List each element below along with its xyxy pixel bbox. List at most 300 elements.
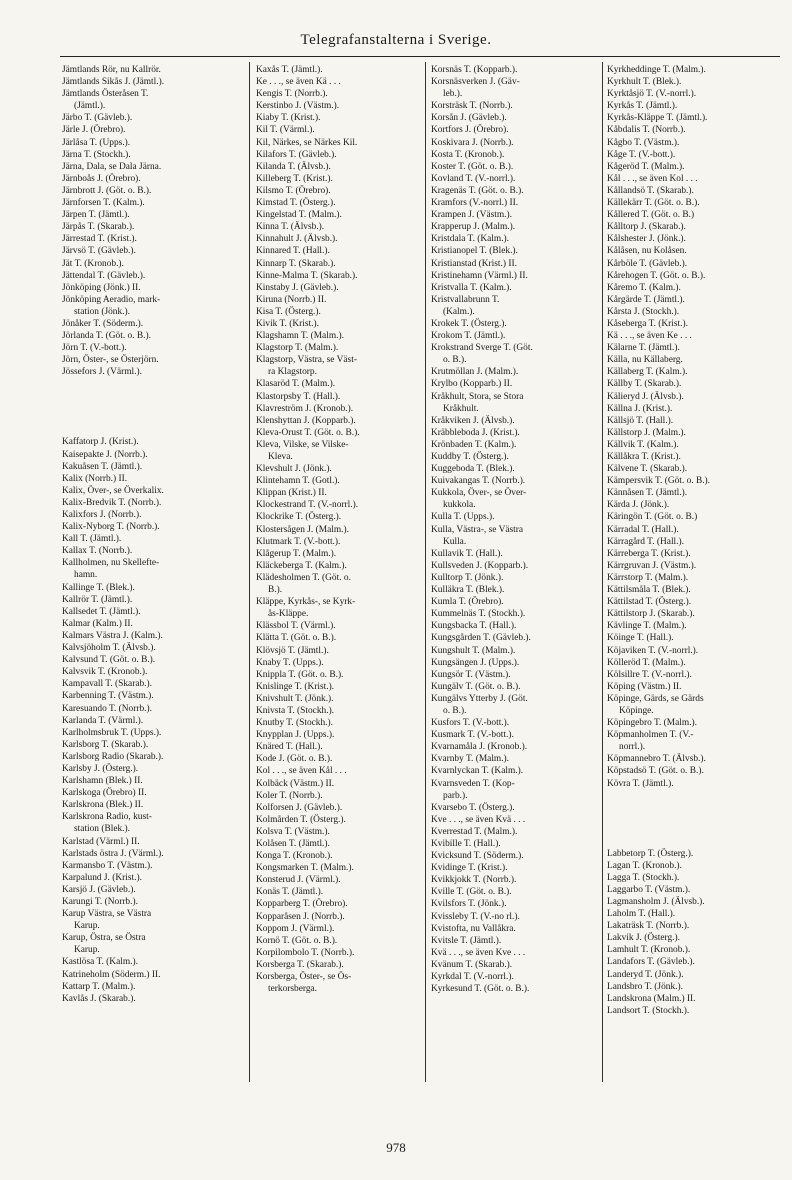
entry-text: Kungälvs Ytterby J. (Göt. [431,693,528,704]
index-entry [256,741,424,753]
entry-text: Kungälv T. (Göt. o. B.). [431,681,521,692]
entry-text: Klevshult J. (Jönk.). [256,464,332,475]
index-entry [256,935,424,947]
entry-text: Kalix, Över-, se Överkalix. [62,485,164,496]
index-entry [431,838,599,850]
index-entry [607,560,783,572]
index-entry [607,475,783,487]
index-entry [256,911,424,923]
entry-text: Jättendal T. (Gävleb.). [62,270,146,281]
index-entry [62,294,240,318]
index-entry [256,209,424,221]
entry-text: Kuddby T. (Österg.). [431,452,509,462]
entry-text: Järna, Dala, se Dala Järna. [62,161,162,172]
entry-text: Karpalund J. (Krist.). [62,872,142,883]
entry-text: Järbo T. (Gävleb.). [62,113,133,124]
index-entry [62,161,240,173]
entry-text: Kättilsmåla T. (Blek.). [607,585,691,596]
index-entry [256,391,424,403]
index-entry [62,342,240,354]
entry-text: Kyrkås T. (Jämtl.). [607,101,678,112]
index-entry [431,475,599,487]
index-entry [62,981,240,993]
entry-text: Kalix-Bredvik T. (Norrb.). [62,497,162,508]
entry-text: Kleva-Orust T. (Göt. o. B.). [256,427,360,438]
entry-text: Kville T. (Göt. o. B.). [431,887,512,898]
entry-text: Landsort T. (Stockh.). [607,1005,690,1016]
index-entry [607,920,783,932]
entry-text: Kinne-Malma T. (Skarab.). [256,270,358,281]
index-entry [256,161,424,173]
entry-continuation: station (Jönk.). [74,306,130,317]
index-entry [256,802,424,814]
entry-text: Jämtlands Österåsen T. [62,89,149,100]
entry-continuation: (Jämtl.). [74,101,106,112]
index-entry [62,137,240,149]
entry-text: Korsträsk T. (Norrb.). [431,101,513,112]
entry-text: Järna T. (Stockh.). [62,149,131,160]
index-entry [431,741,599,753]
index-entry [431,560,599,572]
entry-text: Kyrkheddinge T. (Malm.). [607,65,706,75]
index-entry [256,149,424,161]
index-entry [62,557,240,581]
index-entry [62,703,240,715]
entry-text: Katrineholm (Söderm.) II. [62,969,161,980]
entry-text: Kongsmarken T. (Malm.). [256,863,354,874]
entry-text: Korsnäs T. (Kopparb.). [431,65,518,75]
entry-text: Kivik T. (Krist.). [256,318,319,329]
entry-text: Kvarnsveden T. (Kop- [431,778,515,789]
index-entry [607,318,783,330]
entry-text: Kristianstad (Krist.) II. [431,258,517,269]
index-entry [256,765,424,777]
index-entry [431,511,599,523]
index-entry [256,245,424,257]
index-entry [431,959,599,971]
entry-text: Källekärr T. (Göt. o. B.). [607,198,700,209]
index-entry [431,124,599,136]
entry-text: Klagstorp, Västra, se Väst- [256,355,357,366]
entry-text: Kvilsfors T. (Jönk.). [431,899,507,910]
entry-text: Järnforsen T. (Kalm.). [62,198,145,209]
entry-text: Kaxås T. (Jämtl.). [256,65,323,75]
index-entry [256,874,424,886]
entry-text: Kyrktåsjö T. (V.-norrl.). [607,89,697,100]
index-entry [607,245,783,257]
index-entry [431,76,599,100]
entry-text: Järle J. (Örebro). [62,125,126,136]
index-entry [256,959,424,971]
index-entry [431,524,599,548]
index-column-3 [431,64,599,995]
entry-text: Kalvsjöholm T. (Älvsb.). [62,643,156,654]
entry-text: Kullsveden J. (Kopparb.). [431,560,529,571]
entry-continuation: Kråkhult. [443,403,479,414]
page-number: 978 [386,1140,406,1155]
index-entry [62,461,240,473]
index-entry [62,848,240,860]
index-entry [62,185,240,197]
index-entry [431,862,599,874]
entry-text: Kastlösa T. (Kalm.). [62,957,138,968]
index-entry [62,811,240,835]
entry-text: Järnboås J. (Örebro). [62,173,141,184]
index-entry [62,678,240,690]
entry-text: Knäred T. (Hall.). [256,742,323,753]
index-entry [607,463,783,475]
index-entry [607,427,783,439]
index-entry [607,620,783,632]
entry-text: Järrestad T. (Krist.). [62,234,137,245]
index-entry [431,572,599,584]
entry-text: Kävlinge T. (Malm.). [607,621,687,632]
entry-text: Kålshester J. (Jönk.). [607,234,686,245]
entry-text: Köpingebro T. (Malm.). [607,718,697,729]
entry-text: Järnbrott J. (Göt. o. B.). [62,185,152,196]
entry-text: Korsån J. (Gävleb.). [431,113,507,124]
entry-text: Kågbo T. (Västm.). [607,137,680,148]
entry-continuation: leb.). [443,89,463,100]
index-entry [256,705,424,717]
entry-text: Klavreström J. (Kronob.). [256,403,354,414]
entry-text: Kungsängen J. (Upps.). [431,657,520,668]
index-entry [256,669,424,681]
entry-continuation: Kulla. [443,536,467,547]
entry-continuation: kukkola. [443,500,476,511]
entry-text: Kyrkhult T. (Blek.). [607,77,682,88]
index-entry [62,209,240,221]
entry-text: Klockrike T. (Österg.). [256,512,342,523]
index-entry [256,620,424,632]
index-entry [256,524,424,536]
index-entry [256,838,424,850]
entry-text: Klastorpsby T. (Hall.). [256,391,341,402]
index-entry [256,923,424,935]
index-entry [431,100,599,112]
index-entry [256,657,424,669]
entry-text: Källvik T. (Kalm.). [607,439,679,450]
entry-text: Kälvene T. (Skarab.). [607,464,688,475]
entry-text: Jönåker T. (Söderm.). [62,318,144,329]
index-entry [62,245,240,257]
entry-text: Karbenning T. (Västm.). [62,691,154,702]
index-entry [62,318,240,330]
entry-text: Kullavik T. (Hall.). [431,548,503,559]
index-entry [431,632,599,644]
index-entry [256,536,424,548]
index-entry [607,608,783,620]
index-entry [256,475,424,487]
entry-text: Klagshamn T. (Malm.). [256,331,344,342]
entry-text: Krokom T. (Jämtl.). [431,331,506,342]
entry-text: Klätta T. (Göt. o. B.). [256,633,337,644]
index-entry [62,521,240,533]
entry-text: Kumla T. (Örebro). [431,597,504,608]
entry-text: Jämtlands Sikås J. (Jämtl.). [62,77,165,88]
index-entry [431,463,599,475]
index-entry [607,161,783,173]
entry-text: Karlskrona (Blek.) II. [62,800,144,811]
index-entry [62,354,240,366]
entry-text: Knypplan J. (Upps.). [256,730,335,741]
entry-text: Kisa T. (Österg.). [256,306,321,317]
entry-continuation: parb.). [443,790,468,801]
index-entry [607,993,783,1005]
entry-text: Korsberga, Öster-, se Ös- [256,972,352,983]
entry-text: Krutmöllan J. (Malm.). [431,367,519,378]
entry-text: Kristvallabrunn T. [431,294,500,305]
entry-text: Kleva, Vilske, se Vilske- [256,439,349,450]
index-entry [431,826,599,838]
index-entry [607,693,783,717]
index-entry [256,124,424,136]
index-entry [62,872,240,884]
index-entry [62,932,240,956]
index-entry [256,258,424,270]
entry-text: Kvarnlyckan T. (Kalm.). [431,766,524,777]
entry-text: Kristdala T. (Kalm.). [431,234,510,245]
entry-text: Kungsgården T. (Gävleb.). [431,633,531,644]
index-entry [431,753,599,765]
index-entry [431,608,599,620]
index-entry [256,112,424,124]
entry-text: Karup Västra, se Västra [62,909,152,920]
entry-text: Kall T. (Jämtl.). [62,534,122,545]
entry-text: Kulltorp T. (Jönk.). [431,572,504,583]
index-entry [62,88,240,112]
index-entry [607,932,783,944]
index-entry [256,862,424,874]
entry-continuation: station (Blek.). [74,824,130,835]
entry-text: Klagstorp T. (Malm.). [256,343,339,354]
index-entry [256,342,424,354]
index-entry [256,403,424,415]
entry-text: Källby T. (Skarab.). [607,379,682,390]
entry-text: Kållered T. (Göt. o. B.) [607,210,695,221]
entry-continuation: o. B.). [443,705,467,716]
index-entry [607,572,783,584]
entry-text: Käringön T. (Göt. o. B.) [607,512,698,523]
index-entry [607,403,783,415]
index-entry [607,1005,783,1017]
entry-text: Kerstinbo J. (Västm.). [256,101,340,112]
index-entry [607,173,783,185]
index-entry [607,645,783,657]
entry-text: Karlstad (Värml.) II. [62,836,140,847]
index-entry [431,221,599,233]
entry-text: Kulla T. (Upps.). [431,512,495,523]
index-entry [256,886,424,898]
index-entry [431,850,599,862]
entry-text: Kvarnamåla J. (Kronob.). [431,742,528,753]
entry-text: Kärragård T. (Hall.). [607,536,684,547]
index-entry [62,112,240,124]
entry-text: Lakaträsk T. (Norrb.). [607,921,690,932]
section-gap [62,378,240,436]
entry-text: Köping (Västm.) II. [607,681,682,692]
index-entry [607,415,783,427]
entry-text: Knippla T. (Göt. o. B.). [256,669,344,680]
index-entry [256,294,424,306]
index-entry [607,872,783,884]
entry-text: Kråkviken J. (Älvsb.). [431,415,515,426]
entry-text: Landskrona (Malm.) II. [607,993,696,1004]
index-entry [431,427,599,439]
entry-text: Landafors T. (Gävleb.). [607,957,695,968]
index-entry [256,378,424,390]
index-entry [607,908,783,920]
entry-text: Laholm T. (Hall.). [607,909,676,920]
index-entry [62,715,240,727]
entry-text: Kosta T. (Kronob.). [431,149,505,160]
index-entry [607,778,783,790]
index-entry [431,415,599,427]
entry-text: Jönköping (Jönk.) II. [62,282,141,293]
index-entry [256,427,424,439]
entry-text: Laggarbo T. (Västm.). [607,884,691,895]
index-entry [607,451,783,463]
entry-text: Koppom J. (Värml.). [256,923,335,934]
index-entry [607,124,783,136]
index-entry [607,584,783,596]
entry-text: Lagmansholm J. (Älvsb.). [607,897,705,907]
index-entry [62,618,240,630]
entry-text: Labbetorp T. (Österg.). [607,848,694,859]
entry-text: Kvitsle T. (Jämtl.). [431,935,502,946]
entry-text: Källstorp J. (Malm.). [607,427,686,438]
index-entry [607,88,783,100]
entry-continuation: Kleva. [268,452,293,462]
entry-text: Kinnared T. (Hall.). [256,246,330,257]
entry-text: Landsbro T. (Jönk.). [607,981,683,992]
entry-text: Kiaby T. (Krist.). [256,113,321,124]
index-entry [256,463,424,475]
entry-text: Karlsborg Radio (Skarab.). [62,751,164,762]
index-entry [256,511,424,523]
index-entry [607,197,783,209]
index-entry [607,209,783,221]
entry-continuation: o. B.). [443,355,467,366]
entry-text: Kännåsen T. (Jämtl.). [607,488,688,499]
index-entry [62,884,240,896]
index-entry [431,898,599,910]
index-entry [62,149,240,161]
index-entry [62,330,240,342]
entry-text: Klippan (Krist.) II. [256,488,327,499]
entry-text: Järpås T. (Skarab.). [62,222,135,233]
entry-text: Jörn, Öster-, se Österjörn. [62,355,159,366]
index-entry [431,270,599,282]
entry-text: Kinstaby J. (Gävleb.). [256,282,339,293]
index-entry [62,969,240,981]
entry-text: Köpmanholmen T. (V.- [607,730,694,741]
index-entry [607,294,783,306]
entry-text: Kättilstad T. (Österg.). [607,597,692,608]
entry-text: Köinge T. (Hall.). [607,633,674,644]
index-entry [607,669,783,681]
entry-continuation: hamn. [74,570,98,581]
entry-text: Krokek T. (Österg.). [431,318,507,329]
entry-text: Kvissleby T. (V.-no rl.). [431,911,520,922]
index-entry [431,391,599,415]
entry-text: Kvä . . ., se även Kve . . . [431,947,526,958]
entry-text: Kärreberga T. (Krist.). [607,548,691,559]
index-entry [431,874,599,886]
entry-text: Kramfors (V.-norrl.) II. [431,198,519,209]
entry-text: Kukkola, Över-, se Över- [431,488,527,499]
index-entry [62,727,240,739]
index-entry [62,124,240,136]
entry-text: Kyrkesund T. (Göt. o. B.). [431,984,530,995]
index-entry [256,596,424,620]
entry-continuation: Karup. [74,921,100,932]
index-entry [431,318,599,330]
index-entry [256,173,424,185]
index-entry [62,233,240,245]
index-entry [607,378,783,390]
index-entry [607,981,783,993]
entry-text: Kopparberg T. (Örebro). [256,899,348,910]
column-divider [249,62,250,1082]
index-entry [607,511,783,523]
index-entry [256,185,424,197]
entry-text: Järpen T. (Jämtl.). [62,210,130,221]
index-entry [62,533,240,545]
entry-text: Krönbaden T. (Kalm.). [431,439,517,450]
entry-text: Kalvsvik T. (Kronob.). [62,667,148,678]
entry-text: Kimstad T. (Österg.). [256,198,336,209]
index-entry [431,778,599,802]
entry-text: Kälieryd J. (Älvsb.). [607,391,684,402]
entry-text: Kvänum T. (Skarab.). [431,959,513,970]
index-entry [607,221,783,233]
entry-text: Karungi T. (Norrb.). [62,897,138,907]
index-entry [431,669,599,681]
entry-text: Kusmark T. (V.-bott.). [431,730,514,741]
entry-text: Konsterud J. (Värml.). [256,875,341,886]
entry-text: Karlsby J. (Österg.). [62,763,139,774]
index-entry [62,860,240,872]
entry-text: Karesuando T. (Norrb.). [62,703,152,714]
column-divider [425,62,426,1082]
index-entry [256,645,424,657]
entry-text: Lamhult T. (Kronob.). [607,945,691,956]
entry-text: Kengis T. (Norrb.). [256,89,328,100]
index-entry [607,366,783,378]
index-entry [62,956,240,968]
entry-text: Kättilstorp J. (Skarab.). [607,609,695,620]
index-entry [431,923,599,935]
index-entry [607,860,783,872]
entry-text: Kolåsen T. (Jämtl.). [256,839,330,849]
index-entry [62,282,240,294]
entry-text: Kallinge T. (Blek.). [62,582,135,593]
entry-text: Kågeröd T. (Malm.). [607,161,685,172]
entry-text: Kolforsen J. (Gävleb.). [256,802,343,813]
index-entry [431,233,599,245]
index-entry [431,548,599,560]
index-entry [62,690,240,702]
entry-text: Karlshamn (Blek.) II. [62,776,143,787]
entry-continuation: Köpinge. [619,705,654,716]
entry-text: Kalix-Nyborg T. (Norrb.). [62,522,160,533]
entry-text: Klutmark T. (V.-bott.). [256,536,341,547]
index-entry [62,449,240,461]
index-entry [431,245,599,257]
index-entry [62,993,240,1005]
index-entry [62,270,240,282]
